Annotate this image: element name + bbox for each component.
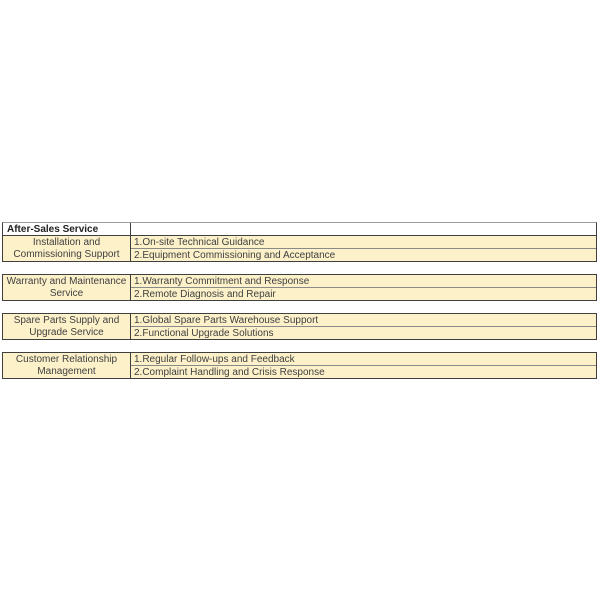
category-label-line2: Management [37,365,96,377]
category-cell[interactable] [3,275,131,300]
items-column [131,236,596,261]
after-sales-service-table [2,222,597,379]
header-empty-cell[interactable] [131,223,596,235]
item-cell[interactable]: 1.Warranty Commitment and Response [131,275,596,288]
category-label-line1: Installation and [32,236,101,248]
item-cell[interactable]: 2.Complaint Handling and Crisis Response [134,366,325,378]
table-header-row [2,222,597,235]
category-label-line2: Upgrade Service [29,326,104,338]
category-label-line1: Warranty and Maintenance [6,275,127,287]
category-cell[interactable] [3,314,131,339]
category-label-line1: Customer Relationship [15,353,118,365]
item-cell[interactable]: 2.Functional Upgrade Solutions [134,327,274,339]
item-cell[interactable]: 2.Remote Diagnosis and Repair [134,288,276,300]
item-cell[interactable]: 1.Global Spare Parts Warehouse Support [131,314,596,327]
item-cell[interactable]: 2.Equipment Commissioning and Acceptance [134,249,336,261]
items-column [131,314,596,339]
items-column [131,353,596,378]
section-customer-relationship [2,352,597,379]
section-installation-commissioning [2,235,597,262]
category-cell[interactable] [3,353,131,378]
item-cell[interactable]: 1.On-site Technical Guidance [131,236,596,249]
category-label-line2: Service [49,287,84,299]
category-cell[interactable] [3,236,131,261]
category-label-line2: Commissioning Support [13,248,120,260]
header-title-cell[interactable]: After-Sales Service [3,223,131,235]
section-warranty-maintenance [2,274,597,301]
items-column [131,275,596,300]
item-cell[interactable]: 1.Regular Follow-ups and Feedback [131,353,596,366]
section-spare-parts-upgrade [2,313,597,340]
category-label-line1: Spare Parts Supply and [13,314,120,326]
